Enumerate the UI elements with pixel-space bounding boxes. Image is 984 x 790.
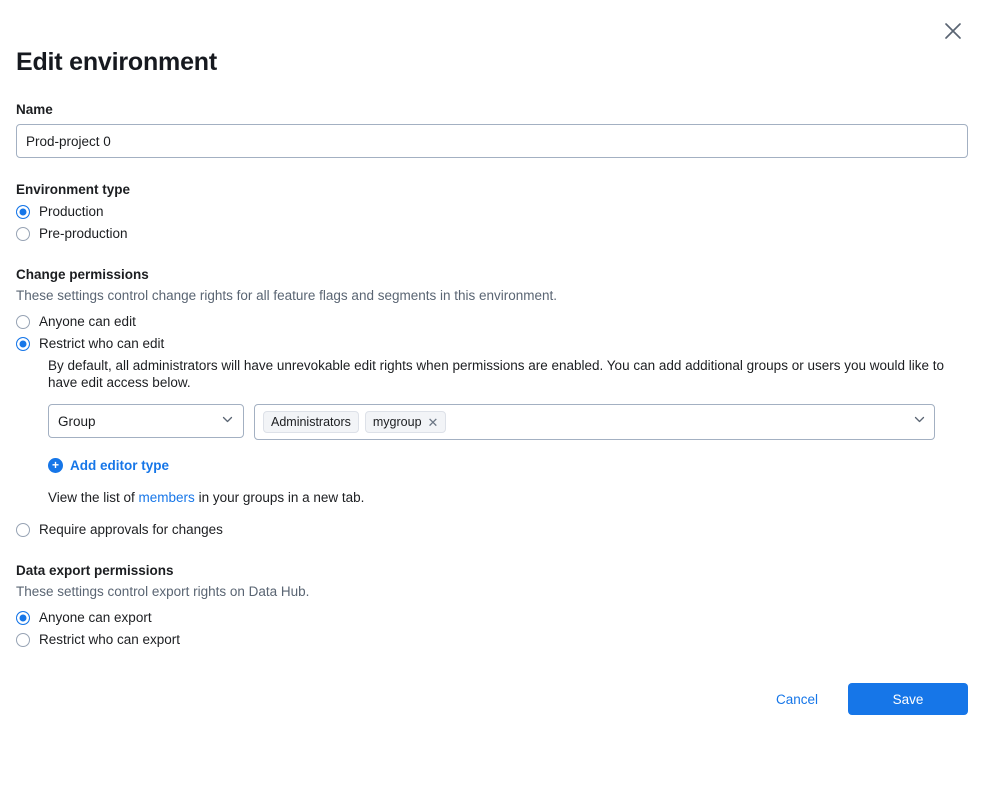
editors-multiselect[interactable] bbox=[254, 404, 935, 440]
chevron-down-icon bbox=[913, 413, 926, 431]
token-administrators[interactable] bbox=[263, 411, 359, 433]
radio-label: Anyone can export bbox=[39, 610, 152, 625]
radio-production[interactable] bbox=[16, 203, 968, 221]
radio-indicator bbox=[16, 337, 30, 351]
radio-label: Production bbox=[39, 204, 104, 219]
radio-indicator bbox=[16, 523, 30, 537]
editor-type-select[interactable] bbox=[48, 404, 244, 438]
radio-anyone-can-export[interactable] bbox=[16, 609, 968, 627]
cancel-button[interactable]: Cancel bbox=[768, 686, 826, 713]
token-list bbox=[263, 411, 907, 433]
token-mygroup[interactable] bbox=[365, 411, 447, 433]
data-export-permissions-label: Data export permissions bbox=[16, 563, 174, 578]
chevron-down-icon bbox=[221, 413, 234, 429]
change-permissions-description: These settings control change rights for all feature flags and segments in this environment. bbox=[16, 288, 558, 303]
radio-label: Restrict who can export bbox=[39, 632, 181, 647]
members-line-suffix: in your groups in a new tab. bbox=[194, 490, 365, 505]
name-input[interactable] bbox=[16, 124, 968, 158]
change-permissions-label: Change permissions bbox=[16, 267, 149, 282]
add-editor-type-label: Add editor type bbox=[70, 458, 170, 473]
radio-restrict-who-can-export[interactable] bbox=[16, 631, 968, 649]
members-line bbox=[48, 490, 968, 505]
close-icon bbox=[942, 20, 964, 42]
page-title: Edit environment bbox=[16, 48, 217, 76]
members-line-prefix: View the list of bbox=[48, 490, 139, 505]
close-button[interactable] bbox=[936, 14, 970, 48]
radio-restrict-who-can-edit[interactable] bbox=[16, 335, 968, 353]
radio-anyone-can-edit[interactable] bbox=[16, 313, 968, 331]
add-editor-type-button[interactable] bbox=[48, 458, 169, 473]
radio-indicator bbox=[16, 315, 30, 329]
editor-row bbox=[48, 404, 968, 440]
radio-require-approvals[interactable] bbox=[16, 521, 968, 539]
restrict-helper-text: By default, all administrators will have unrevokable edit rights when permissions are enabled. You can add additional groups or users you would like to have edit access below. bbox=[48, 358, 945, 390]
environment-type-label: Environment type bbox=[16, 182, 131, 197]
radio-indicator bbox=[16, 633, 30, 647]
radio-indicator bbox=[16, 227, 30, 241]
token-label: Administrators bbox=[271, 415, 351, 429]
data-export-permissions-description: These settings control export rights on Data Hub. bbox=[16, 584, 310, 599]
radio-label: Require approvals for changes bbox=[39, 522, 223, 537]
editor-type-value: Group bbox=[58, 413, 96, 429]
radio-label: Anyone can edit bbox=[39, 314, 136, 329]
radio-pre-production[interactable] bbox=[16, 225, 968, 243]
token-remove-icon[interactable]: ✕ bbox=[427, 414, 439, 430]
members-link[interactable]: members bbox=[138, 490, 195, 505]
restrict-edit-details bbox=[48, 357, 968, 505]
plus-circle-icon: + bbox=[48, 458, 63, 473]
name-label: Name bbox=[16, 102, 53, 117]
dialog-footer bbox=[16, 683, 968, 715]
save-button[interactable]: Save bbox=[848, 683, 968, 715]
radio-label: Pre-production bbox=[39, 226, 128, 241]
radio-indicator bbox=[16, 205, 30, 219]
radio-label: Restrict who can edit bbox=[39, 336, 165, 351]
token-label: mygroup bbox=[372, 415, 422, 429]
radio-indicator bbox=[16, 611, 30, 625]
